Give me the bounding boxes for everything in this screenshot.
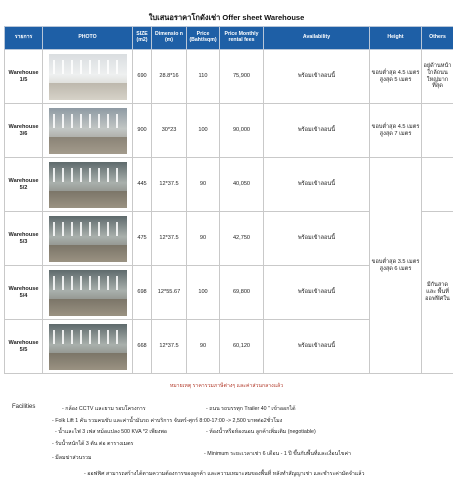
header-size: SIZE (m2) — [133, 27, 152, 50]
availability-cell: พร้อมเข้าลอนนี้ — [264, 212, 370, 266]
availability-cell: พร้อมเข้าลอนนี้ — [264, 104, 370, 158]
dimension-cell: 30*23 — [152, 104, 187, 158]
monthly-cell: 40,050 — [220, 158, 264, 212]
warehouse-photo — [43, 50, 133, 104]
price-cell: 90 — [187, 320, 220, 374]
monthly-cell: 42,750 — [220, 212, 264, 266]
dimension-cell: 12*37.5 — [152, 212, 187, 266]
table-row — [5, 50, 453, 104]
facility-minimum-lease: - Minimum ระยะเวลาเช่า 6 เดือน - 1 ปี ขึ้นกับพื้นที่และเงื่อนไขค่า — [204, 451, 352, 457]
size-cell: 668 — [133, 320, 152, 374]
facility-office: - ออฟฟิศ สามารถสร้างได้ตามความต้องการของลูกค้า และความเหมาะสมของพื้นที่ หลังทำสัญญาเช่า และชำระค่ามัดจำแล้ว — [84, 471, 365, 477]
price-cell: 90 — [187, 158, 220, 212]
header-name: รายการ — [5, 27, 43, 50]
size-cell: 900 — [133, 104, 152, 158]
price-cell: 100 — [187, 266, 220, 320]
facility-road: - ถนน รถบรรทุก Trailer 40 " เข้าออกได้ — [206, 406, 296, 412]
warehouse-photo — [43, 104, 133, 158]
warehouse-name: Warehouse 5/3 — [5, 212, 43, 266]
facility-cctv: - กล้อง CCTV และยาม รอบโครงการ — [62, 406, 146, 412]
header-dimension: Dimensio n (m) — [152, 27, 187, 50]
others-cell — [422, 104, 453, 158]
price-cell: 100 — [187, 104, 220, 158]
others-cell: มีกันสาด และ พื้นที่ ออฟฟิศใน — [422, 212, 453, 374]
header-price-sqm: Price (Baht/sqm) — [187, 27, 220, 50]
size-cell: 698 — [133, 266, 152, 320]
header-monthly: Price Monthly rental fees — [220, 27, 264, 50]
warehouse-name: Warehouse 5/5 — [5, 320, 43, 374]
facility-power: - น้ำและไฟ 3 เฟส หม้อแปลง 500 KVA *2 เพียงพอ — [55, 429, 167, 435]
header-availability: Availability — [264, 27, 370, 50]
table-row — [5, 158, 453, 212]
dimension-cell: 28.8*16 — [152, 50, 187, 104]
height-cell: ขอบต่ำสุด 4.5 เมตร สูงสุด 5 เมตร — [370, 50, 422, 104]
warehouse-offer-table — [4, 26, 453, 374]
availability-cell: พร้อมเข้าลอนนี้ — [264, 158, 370, 212]
header-height: Height — [370, 27, 422, 50]
warehouse-name: Warehouse 1/5 — [5, 50, 43, 104]
dimension-cell: 12*55.67 — [152, 266, 187, 320]
height-cell: ขอบต่ำสุด 4.5 เมตร สูงสุด 7 เมตร — [370, 104, 422, 158]
facility-floor-load: - รับน้ำหนักได้ 3 ตัน ต่อ ตารางเมตร — [52, 441, 134, 447]
warehouse-photo — [43, 212, 133, 266]
table-row — [5, 104, 453, 158]
monthly-cell: 69,800 — [220, 266, 264, 320]
availability-cell: พร้อมเข้าลอนนี้ — [264, 266, 370, 320]
dimension-cell: 12*37.5 — [152, 158, 187, 212]
warehouse-name: Warehouse 5/4 — [5, 266, 43, 320]
facility-shared: - มีลมฆ่าส่วนรวม — [52, 455, 92, 461]
header-others: Others — [422, 27, 453, 50]
header-photo: PHOTO — [43, 27, 133, 50]
table-header-row — [5, 27, 453, 50]
warehouse-photo — [43, 266, 133, 320]
monthly-cell: 90,000 — [220, 104, 264, 158]
facilities-label: Facilities — [12, 404, 36, 410]
price-cell: 110 — [187, 50, 220, 104]
price-cell: 90 — [187, 212, 220, 266]
others-cell — [422, 158, 453, 212]
size-cell: 445 — [133, 158, 152, 212]
others-cell: อยู่ด้านหน้า ใกล้ถนน ใหญ่มาก ที่สุด — [422, 50, 453, 104]
warehouse-photo — [43, 320, 133, 374]
warehouse-photo — [43, 158, 133, 212]
sheet-title: ใบเสนอราคาโกดังเช่า Offer sheet Warehouse — [148, 13, 305, 22]
size-cell: 690 — [133, 50, 152, 104]
price-note: หมายเหตุ ราคารวมภาษีต่างๆ และค่าส่วนกลางแล้ว — [169, 383, 284, 389]
availability-cell: พร้อมเข้าลอนนี้ — [264, 50, 370, 104]
dimension-cell: 12*37.5 — [152, 320, 187, 374]
size-cell: 475 — [133, 212, 152, 266]
height-cell: ขอบต่ำสุด 3.5 เมตร สูงสุด 6 เมตร — [370, 158, 422, 374]
availability-cell: พร้อมเข้าลอนนี้ — [264, 320, 370, 374]
warehouse-name: Warehouse 5/2 — [5, 158, 43, 212]
warehouse-name: Warehouse 3/6 — [5, 104, 43, 158]
facility-forklift: - Folk Lift 1 คัน รวมคนขับ และค่าน้ำมันรถ ค่าบริการ จันทร์-ศุกร์ 8:00-17:00 -> 2,500 บาทต่อ2ชั่วโมง — [52, 418, 283, 424]
facility-restroom: - ห้องน้ำหรือห้องนอน ลูกค้าเพิ่มเติม (negotiable) — [206, 429, 316, 435]
monthly-cell: 75,900 — [220, 50, 264, 104]
monthly-cell: 60,120 — [220, 320, 264, 374]
